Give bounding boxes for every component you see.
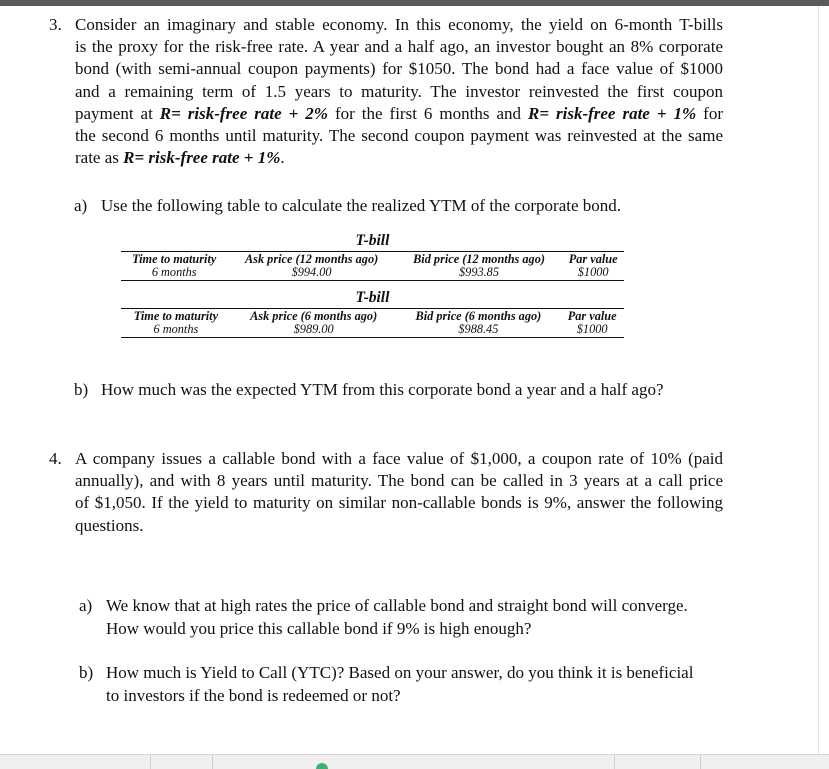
- part-text: to investors if the bond is redeemed or not?: [106, 686, 401, 705]
- part-label: b): [74, 380, 89, 399]
- question-4: [49, 448, 723, 537]
- column-header: Time to maturity: [133, 309, 219, 323]
- rate-formula: R= risk-free rate + 1%: [527, 103, 697, 123]
- taskbar-divider: [614, 755, 615, 769]
- column-header: Ask price (12 months ago): [244, 252, 379, 266]
- taskbar: [0, 754, 829, 769]
- question-3-line: [75, 103, 723, 125]
- question-3-line: and a remaining term of 1.5 years to maturity. The investor reinvested the first coupon: [75, 81, 723, 101]
- question-3b: [74, 378, 664, 401]
- taskbar-divider: [150, 755, 151, 769]
- tbill-table-6-months: [121, 288, 624, 338]
- part-text: We know that at high rates the price of callable bond and straight bond will converge.: [106, 596, 688, 615]
- column-header: Bid price (12 months ago): [413, 252, 545, 266]
- question-3-line: Consider an imaginary and stable economy. In this economy, the yield on 6-month T-bills: [75, 15, 723, 34]
- table-cell: $993.85: [396, 266, 563, 281]
- part-label: a): [74, 196, 88, 215]
- question-4-line: questions.: [75, 515, 144, 535]
- table-cell: $994.00: [227, 266, 395, 281]
- rate-formula: R= risk-free rate + 1%: [123, 148, 281, 168]
- question-4a: [79, 594, 688, 640]
- table-caption: T-bill: [121, 288, 624, 309]
- table-cell: $1000: [560, 323, 624, 338]
- table-cell: 6 months: [121, 266, 227, 281]
- text-run: payment at: [75, 103, 160, 123]
- table-cell: 6 months: [121, 323, 231, 338]
- tbill-table-12-months: [121, 231, 624, 281]
- part-text: How much is Yield to Call (YTC)? Based on your answer, do you think it is beneficial: [106, 663, 694, 682]
- part-text: How would you price this callable bond if 9% is high enough?: [106, 619, 532, 638]
- window-top-bar: [0, 0, 829, 6]
- taskbar-divider: [212, 755, 213, 769]
- part-text: How much was the expected YTM from this corporate bond a year and a half ago?: [101, 380, 664, 399]
- column-header: Ask price (6 months ago): [250, 309, 378, 323]
- rate-formula: R= risk-free rate + 2%: [159, 103, 328, 123]
- text-run: for the first 6 months and: [327, 103, 528, 123]
- question-3-line: [75, 147, 723, 169]
- column-header: Par value: [568, 252, 618, 266]
- question-3-line: is the proxy for the risk-free rate. A year and a half ago, an investor bought an 8% corporate: [75, 37, 723, 57]
- column-header: Time to maturity: [132, 252, 217, 266]
- question-3-number: 3.: [49, 15, 62, 34]
- table-caption: T-bill: [121, 231, 624, 252]
- part-text: Use the following table to calculate the realized YTM of the corporate bond.: [101, 196, 622, 215]
- part-label: b): [79, 663, 94, 682]
- text-run: for: [696, 103, 723, 123]
- question-4-number: 4.: [49, 449, 62, 468]
- question-4-line: annually), and with 8 years until maturity. The bond can be called in 3 years at a call price: [75, 471, 723, 491]
- question-4-line: of $1,050. If the yield to maturity on similar non-callable bonds is 9%, answer the following: [75, 493, 723, 513]
- column-header: Par value: [567, 309, 617, 323]
- table-cell: $989.00: [231, 323, 397, 338]
- question-3: [49, 14, 723, 169]
- page-edge: [818, 6, 819, 754]
- part-label: a): [79, 596, 93, 615]
- question-3-line: bond (with semi-annual coupon payments) for $1050. The bond had a face value of $1000: [75, 59, 723, 79]
- column-header: Bid price (6 months ago): [415, 309, 542, 323]
- text-run: rate as: [75, 148, 124, 168]
- question-3a: [74, 194, 622, 217]
- question-3-line: the second 6 months until maturity. The second coupon payment was reinvested at the same: [75, 126, 723, 146]
- question-4b: [79, 661, 694, 707]
- table-cell: $988.45: [396, 323, 560, 338]
- app-icon[interactable]: [316, 763, 328, 769]
- table-cell: $1000: [562, 266, 624, 281]
- taskbar-divider: [700, 755, 701, 769]
- text-run: .: [280, 148, 285, 168]
- question-4-line: A company issues a callable bond with a face value of $1,000, a coupon rate of 10% (paid: [75, 449, 723, 468]
